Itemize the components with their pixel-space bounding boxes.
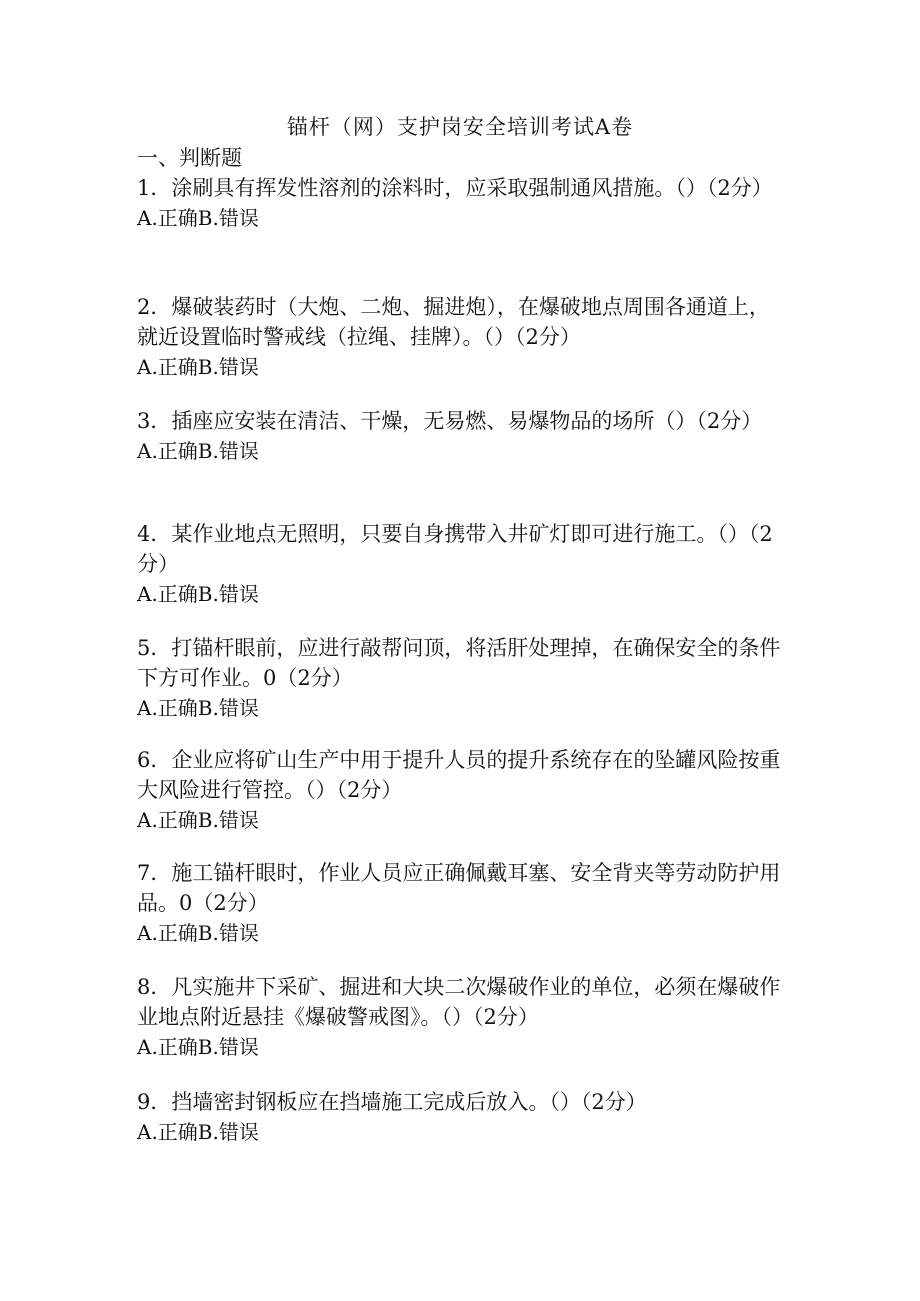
- question-options: A.正确B.错误: [137, 439, 259, 463]
- question-options: A.正确B.错误: [137, 355, 259, 379]
- question-text: 4．某作业地点无照明，只要自身携带入井矿灯即可进行施工。（）（2分）: [137, 522, 773, 576]
- question-text: 1．涂刷具有挥发性溶剂的涂料时，应采取强制通风措施。（）（2分）: [137, 176, 773, 200]
- question-options: A.正确B.错误: [137, 1035, 259, 1059]
- question-text: 5．打锚杆眼前，应进行敲帮问顶，将活肝处理掉，在确保安全的条件下方可作业。0（2分）: [137, 636, 781, 690]
- question-item: [137, 972, 787, 1062]
- question-item: [137, 858, 787, 948]
- section-heading: 一、判断题: [137, 146, 242, 170]
- question-options: A.正确B.错误: [137, 206, 259, 230]
- question-options: A.正确B.错误: [137, 696, 259, 720]
- question-item: [137, 1087, 787, 1147]
- question-item: [137, 406, 787, 466]
- question-item: [137, 519, 787, 609]
- question-options: A.正确B.错误: [137, 808, 259, 832]
- question-item: [137, 633, 787, 723]
- question-options: A.正确B.错误: [137, 1120, 259, 1144]
- question-text: 9．挡墙密封钢板应在挡墙施工完成后放入。（）（2分）: [137, 1090, 647, 1114]
- question-text: 6．企业应将矿山生产中用于提升人员的提升系统存在的坠罐风险按重大风险进行管控。（）（2分）: [137, 748, 781, 802]
- exam-title: 锚杆（网）支护岗安全培训考试A卷: [286, 115, 634, 139]
- question-text: 7．施工锚杆眼时，作业人员应正确佩戴耳塞、安全背夹等劳动防护用品。0（2分）: [137, 861, 781, 915]
- question-item: [137, 745, 787, 835]
- question-item: [137, 173, 787, 233]
- question-options: A.正确B.错误: [137, 921, 259, 945]
- question-text: 2．爆破装药时（大炮、二炮、掘进炮），在爆破地点周围各通道上，就近设置临时警戒线（拉绳、挂牌）。（）（2分）: [137, 295, 770, 349]
- question-text: 8．凡实施井下采矿、掘进和大块二次爆破作业的单位，必须在爆破作业地点附近悬挂《爆破警戒图》。（）（2分）: [137, 975, 781, 1029]
- question-options: A.正确B.错误: [137, 582, 259, 606]
- question-item: [137, 292, 787, 382]
- question-text: 3．插座应安装在清洁、干燥，无易燃、易爆物品的场所（）（2分）: [137, 409, 763, 433]
